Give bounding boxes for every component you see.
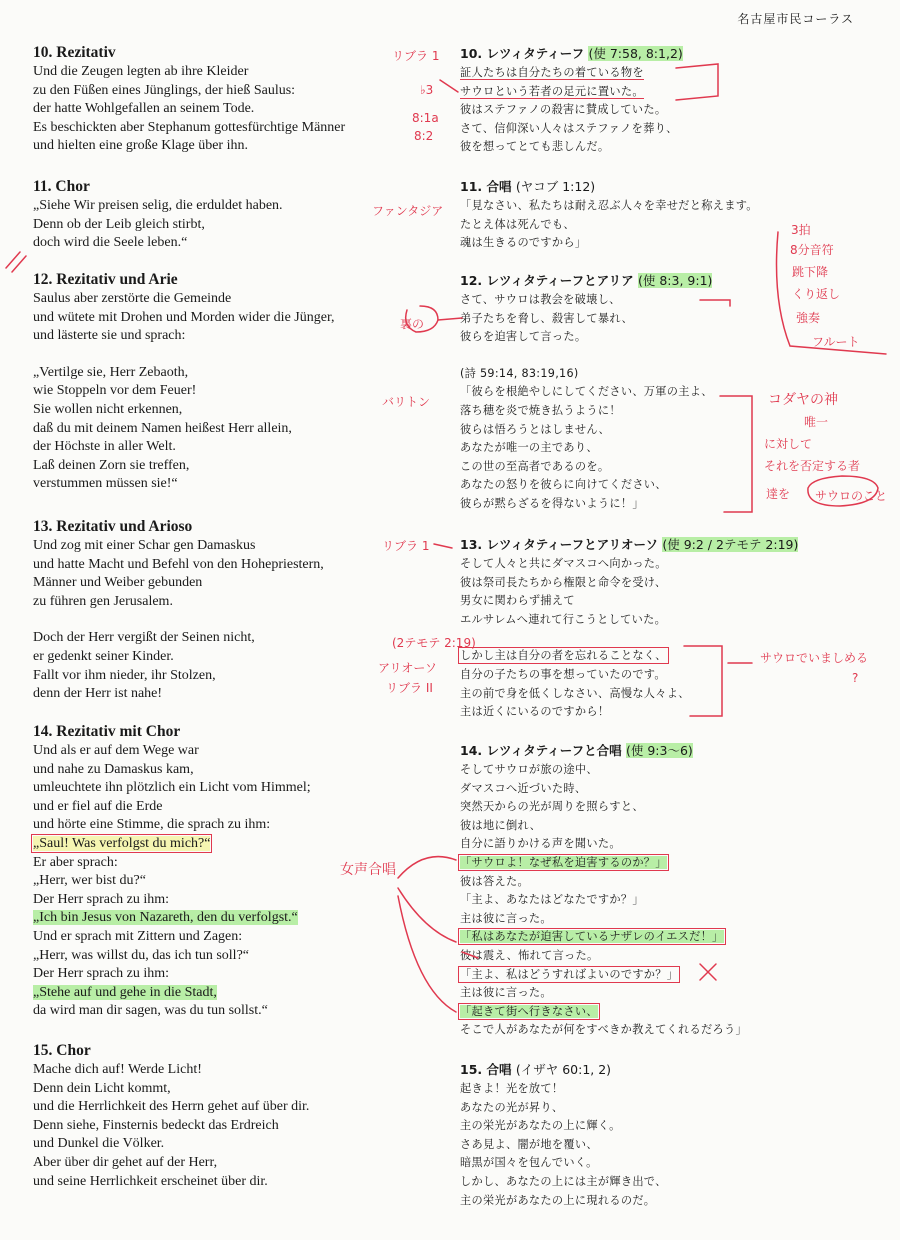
handwritten-note: 3拍 xyxy=(791,223,811,237)
connector-line xyxy=(398,888,456,942)
de-line: und wütete mit Drohen und Morden wider die Jünger, xyxy=(33,309,335,325)
jp-line: 彼らは悟ろうとはしません、 xyxy=(460,422,611,436)
jp-section-15 xyxy=(460,1060,667,1210)
de-section-10 xyxy=(33,43,345,156)
jp-section-title xyxy=(460,177,758,197)
link-line xyxy=(440,80,458,92)
de-line: Er aber sprach: xyxy=(33,854,118,870)
margin-double-slash xyxy=(6,252,26,272)
de-line: und er fiel auf die Erde xyxy=(33,798,163,814)
jp-line-highlighted: 「起きて街へ行きなさい、 xyxy=(460,1004,598,1018)
jp-line: 魂は生きるのですから」 xyxy=(460,236,587,250)
de-line: der Höchste in aller Welt. xyxy=(33,439,176,455)
handwritten-note: リブラ 1 xyxy=(392,49,440,63)
jp-line: 彼は祭司長たちから権限と命令を受け、 xyxy=(460,575,667,589)
jp-section-title xyxy=(460,741,747,761)
jp-line: 自分に語りかける声を聞いた。 xyxy=(460,837,621,851)
de-line: Und er sprach mit Zittern und Zagen: xyxy=(33,928,243,944)
de-line: und hatte Macht und Befehl von den Hohepriestern, xyxy=(33,556,324,572)
jp-line: 彼は震え、怖れて言った。 xyxy=(460,948,599,962)
de-line: daß du mit deinem Namen heißest Herr allein, xyxy=(33,420,292,436)
jp-line: エルサレムへ連れて行こうとしていた。 xyxy=(460,612,667,626)
jp-title-text: 10. レツィタティーフ xyxy=(460,46,585,61)
jp-line-boxed: 「主よ、私はどうすればよいのですか？」 xyxy=(460,967,679,981)
handwritten-note: リブラ 1 xyxy=(382,539,430,553)
de-line-highlighted: „Saul! Was verfolgst du mich?“ xyxy=(33,835,211,851)
handwritten-note: コダヤの神 xyxy=(768,392,838,408)
handwritten-note: 裏の xyxy=(400,317,425,331)
jp-title-text: 14. レツィタティーフと合唱 xyxy=(460,743,622,758)
jp-line: 証人たちは自分たちの着ている物を xyxy=(460,66,644,79)
jp-line: 「彼らを根絶やしにしてください、万軍の主よ、 xyxy=(460,385,713,399)
de-line: und seine Herrlichkeit erscheinet über dir. xyxy=(33,1173,268,1189)
jp-line: あなたの光が昇り、 xyxy=(460,1100,564,1114)
de-line: und hörte eine Stimme, die sprach zu ihm: xyxy=(33,817,271,833)
jp-line: 暗黒が国々を包んでいく。 xyxy=(460,1156,598,1170)
jp-line: 主は彼に言った。 xyxy=(460,986,552,1000)
jp-line: そしてサウロが旅の途中、 xyxy=(460,763,598,776)
jp-section-title xyxy=(460,44,683,64)
jp-line-highlighted: 「サウロよ！なぜ私を迫害するのか？」 xyxy=(460,855,667,869)
handwritten-note: ♭3 xyxy=(420,83,434,97)
jp-line: そして人々と共にダマスコへ向かった。 xyxy=(460,557,667,570)
de-line: da wird man dir sagen, was du tun sollst.“ xyxy=(33,1003,268,1019)
de-line: verstummen müssen sie!“ xyxy=(33,476,178,492)
handwritten-note: 達を xyxy=(766,487,791,501)
de-line: Denn ob der Leib gleich stirbt, xyxy=(33,216,205,232)
de-line: Der Herr sprach zu ihm: xyxy=(33,966,170,982)
de-line: Es beschickten aber Stephanum gottesfürchtige Männer xyxy=(33,119,346,135)
jp-line: 主の栄光があなたの上に現れるのだ。 xyxy=(460,1193,656,1207)
jp-line: 主は彼に言った。 xyxy=(460,911,552,925)
handwritten-note: 唯一 xyxy=(804,415,829,429)
jp-title-ref: (ヤコブ 1:12) xyxy=(515,179,596,194)
jp-title-text: 12. レツィタティーフとアリア xyxy=(460,273,634,288)
de-line: „Siehe Wir preisen selig, die erduldet haben. xyxy=(33,198,283,213)
de-section-title: 12. Rezitativ und Arie xyxy=(33,271,178,288)
jp-title-ref: (イザヤ 60:1, 2) xyxy=(515,1062,612,1077)
de-line: Fallt vor ihm nieder, ihr Stolzen, xyxy=(33,667,216,683)
handwritten-note: 強奏 xyxy=(796,311,821,325)
jp-line: あなたの怒りを彼らに向けてください、 xyxy=(460,478,667,492)
jp-line-highlighted: 「私はあなたが迫害しているナザレのイエスだ！」 xyxy=(460,930,724,944)
jp-line: そこで人があなたが何をすべきか教えてくれるだろう」 xyxy=(460,1023,747,1037)
jp-section-10 xyxy=(460,44,683,157)
jp-section-13 xyxy=(460,535,798,722)
de-line: Denn dein Licht kommt, xyxy=(33,1080,171,1096)
jp-title-text: 13. レツィタティーフとアリオーソ xyxy=(460,537,658,552)
de-line: und lästerte sie und sprach: xyxy=(33,328,186,344)
de-section-14 xyxy=(33,722,311,1021)
jp-line: 彼を想ってとても悲しんだ。 xyxy=(460,140,610,154)
de-line: Sie wollen nicht erkennen, xyxy=(33,401,183,417)
de-line: Mache dich auf! Werde Licht! xyxy=(33,1062,202,1077)
de-section-title: 11. Chor xyxy=(33,178,90,195)
jp-section-title xyxy=(460,271,713,291)
handwritten-note: ? xyxy=(852,671,859,685)
jp-line: 彼はステファノの殺害に賛成していた。 xyxy=(460,103,667,117)
de-line: Denn siehe, Finsternis bedeckt das Erdreich xyxy=(33,1117,279,1133)
jp-line: あなたが唯一の主であり、 xyxy=(460,441,598,455)
jp-line: しかし、あなたの上には主が輝き出で、 xyxy=(460,1174,667,1188)
de-line: der hatte Wohlgefallen an seinem Tode. xyxy=(33,101,255,117)
de-line-highlighted: „Ich bin Jesus von Nazareth, den du verfolgst.“ xyxy=(33,910,298,926)
jp-section-title xyxy=(460,535,798,555)
organization-name: 名古屋市民コーラス xyxy=(737,12,854,26)
de-line: und die Herrlichkeit des Herrn gehet auf über dir. xyxy=(33,1099,310,1115)
handwritten-note: 8:1a xyxy=(412,111,439,125)
de-line: und Dunkel die Völker. xyxy=(33,1136,165,1152)
jp-line: 自分の子たちの事を想っていたのです。 xyxy=(460,667,666,681)
jp-section-title xyxy=(460,1060,667,1080)
section-bracket xyxy=(720,396,752,512)
jp-ref-line: (詩 59:14, 83:19,16) xyxy=(460,366,579,380)
jp-section-14 xyxy=(460,741,747,1040)
jp-line: たとえ体は死んでも、 xyxy=(460,217,575,231)
de-line: er gedenkt seiner Kinder. xyxy=(33,648,174,664)
de-section-11 xyxy=(33,177,283,253)
link-line xyxy=(434,544,452,548)
de-section-title: 10. Rezitativ xyxy=(33,44,116,61)
handwritten-note: 跳下降 xyxy=(792,265,829,279)
de-line-highlighted: „Stehe auf und gehe in die Stadt, xyxy=(33,984,217,1000)
handwritten-note: (2テモテ 2:19) xyxy=(392,636,476,650)
jp-line: さあ見よ、闇が地を覆い、 xyxy=(460,1137,598,1151)
jp-line: 彼らが黙らざるを得ないように！」 xyxy=(460,496,644,510)
de-line: wie Stoppeln vor dem Feuer! xyxy=(33,383,197,399)
jp-line: この世の至高者であるのを。 xyxy=(460,459,610,473)
handwritten-note: 8:2 xyxy=(414,129,434,143)
jp-line: 主の栄光があなたの上に輝く。 xyxy=(460,1119,621,1133)
de-line: und nahe zu Damaskus kam, xyxy=(33,761,194,777)
jp-line: 突然天からの光が周りを照らすと、 xyxy=(460,800,644,814)
jp-line: 落ち穂を炎で焼き払うように！ xyxy=(460,403,621,417)
de-section-13 xyxy=(33,517,324,704)
jp-title-ref: (使 7:58, 8:1,2) xyxy=(588,46,683,61)
de-line: umleuchtete ihn plötzlich ein Licht vom Himmel; xyxy=(33,780,311,796)
jp-title-ref: (使 9:3～6) xyxy=(625,743,693,758)
de-line: Saulus aber zerstörte die Gemeinde xyxy=(33,291,232,306)
handwritten-note: バリトン xyxy=(382,395,431,409)
jp-section-12 xyxy=(460,271,713,514)
handwritten-note: サウロのこと xyxy=(815,489,888,503)
handwritten-note: アリオーソ xyxy=(378,661,437,675)
jp-line: さて、信仰深い人々はステファノを葬り、 xyxy=(460,121,678,135)
de-line: zu führen gen Jerusalem. xyxy=(33,593,173,609)
de-line: Und zog mit einer Schar gen Damaskus xyxy=(33,538,256,553)
jp-line: 彼らを迫害して言った。 xyxy=(460,330,587,344)
de-line: „Herr, was willst du, das ich tun soll?“ xyxy=(33,947,250,963)
handwritten-note: リブラ II xyxy=(386,681,433,695)
de-line: Der Herr sprach zu ihm: xyxy=(33,891,170,907)
de-line: „Herr, wer bist du?“ xyxy=(33,873,146,889)
handwritten-note: くり返し xyxy=(792,287,841,301)
de-line: Aber über dir gehet auf der Herr, xyxy=(33,1154,218,1170)
jp-line-boxed: しかし主は自分の者を忘れることなく、 xyxy=(460,649,667,663)
de-line: Laß deinen Zorn sie treffen, xyxy=(33,457,190,473)
de-section-title: 15. Chor xyxy=(33,1042,91,1059)
de-line: denn der Herr ist nahe! xyxy=(33,686,163,702)
de-line: und hielten eine große Klage über ihn. xyxy=(33,138,248,154)
connector-line xyxy=(398,857,456,878)
jp-title-ref: (使 9:2 / 2テモテ 2:19) xyxy=(662,537,799,552)
jp-line: 起きよ！光を放て！ xyxy=(460,1082,564,1095)
link-line xyxy=(438,318,462,320)
handwritten-note: に対して xyxy=(764,437,813,451)
jp-line: さて、サウロは教会を破壊し、 xyxy=(460,293,621,306)
jp-section-11 xyxy=(460,177,758,253)
handwritten-note: サウロでいましめる xyxy=(760,651,869,665)
jp-line: 男女に関わらず捕えて xyxy=(460,594,575,608)
de-section-12 xyxy=(33,270,335,494)
jp-line: サウロという若者の足元に置いた。 xyxy=(460,84,644,98)
handwritten-note: 8分音符 xyxy=(790,243,834,257)
jp-title-ref: (使 8:3, 9:1) xyxy=(637,273,713,288)
de-section-15 xyxy=(33,1041,309,1191)
handwritten-note: ファンタジア xyxy=(372,204,444,218)
jp-line: 弟子たちを脅し、殺害して暴れ、 xyxy=(460,311,633,325)
jp-line: 彼は答えた。 xyxy=(460,874,529,888)
de-line: Doch der Herr vergißt der Seinen nicht, xyxy=(33,630,255,646)
jp-line: 主は近くにいるのですから！ xyxy=(460,705,610,719)
jp-line: 彼は地に倒れ、 xyxy=(460,818,542,832)
handwritten-note: 女声合唱 xyxy=(340,862,396,878)
de-line: Und die Zeugen legten ab ihre Kleider xyxy=(33,64,249,79)
jp-title-text: 11. 合唱 xyxy=(460,179,512,194)
de-line: doch wird die Seele leben.“ xyxy=(33,235,188,251)
jp-line: 「見なさい、私たちは耐え忍ぶ人々を幸せだと称えます。 xyxy=(460,199,758,212)
jp-line: ダマスコへ近づいた時、 xyxy=(460,781,587,795)
handwritten-note: フルート xyxy=(812,335,860,349)
de-line: Männer und Weiber gebunden xyxy=(33,575,203,591)
jp-line: 「主よ、あなたはどなたですか？」 xyxy=(460,893,644,907)
de-line: Und als er auf dem Wege war xyxy=(33,743,199,758)
de-section-title: 13. Rezitativ und Arioso xyxy=(33,518,193,535)
jp-title-text: 15. 合唱 xyxy=(460,1062,512,1077)
de-line: „Vertilge sie, Herr Zebaoth, xyxy=(33,364,189,380)
jp-line: 主の前で身を低くしなさい、高慢な人々よ、 xyxy=(460,686,690,700)
connector-line xyxy=(398,896,456,1012)
de-section-title: 14. Rezitativ mit Chor xyxy=(33,723,181,740)
handwritten-note: それを否定する者 xyxy=(764,459,861,473)
de-line: zu den Füßen eines Jünglings, der hieß Saulus: xyxy=(33,82,296,98)
